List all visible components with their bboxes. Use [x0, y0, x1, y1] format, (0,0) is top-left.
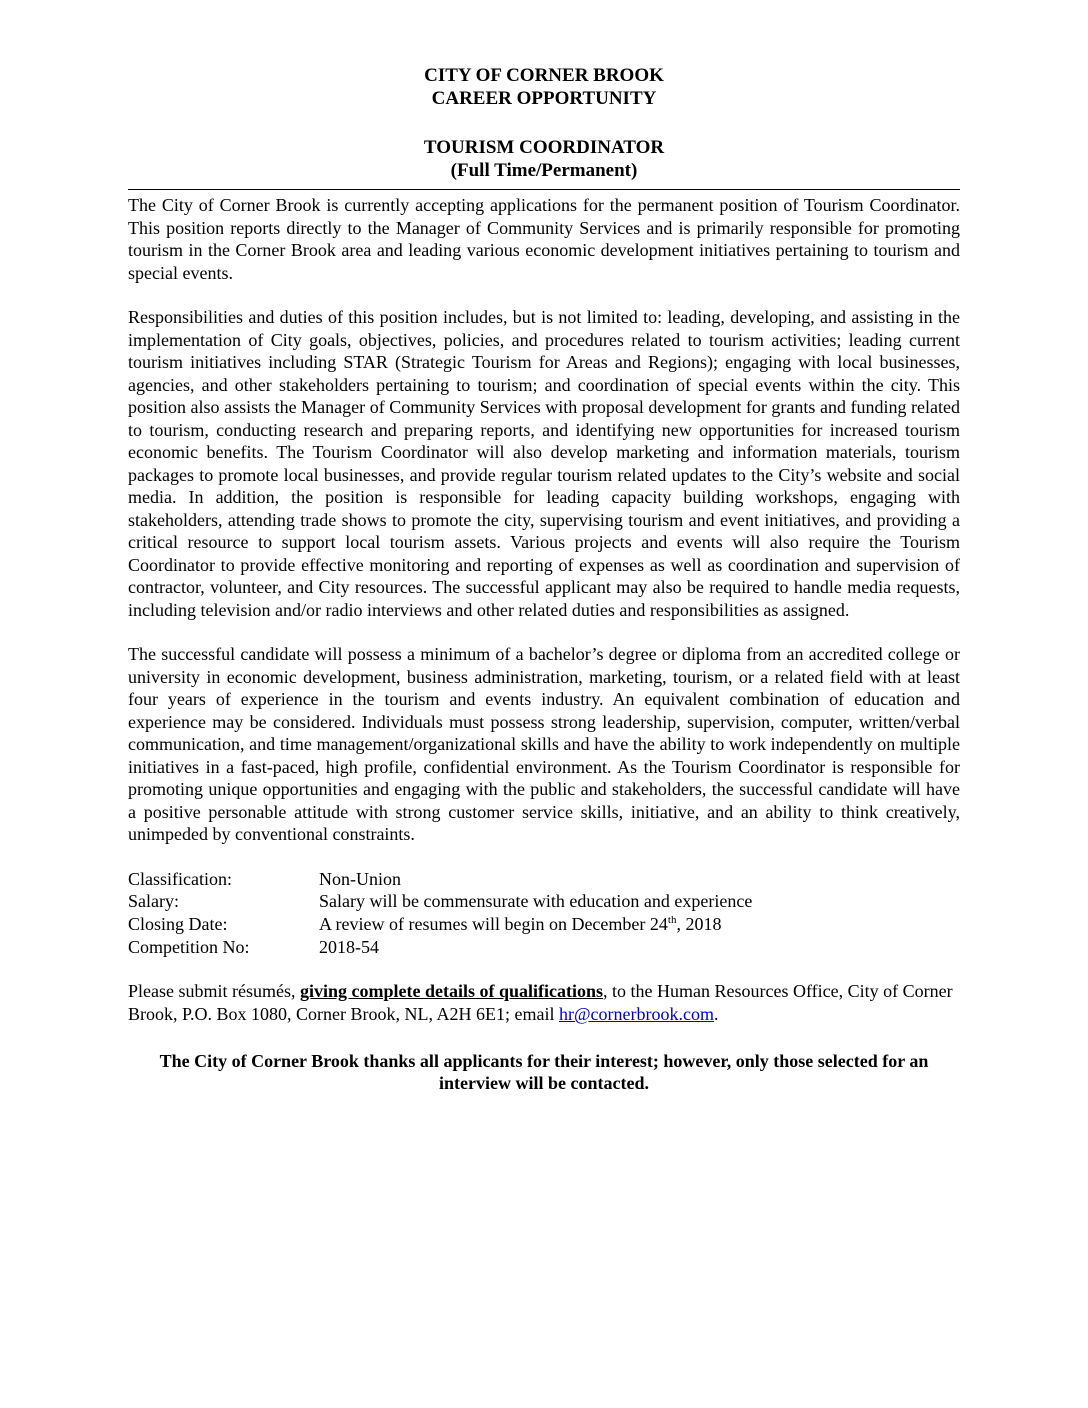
salary-row: [128, 890, 960, 913]
submit-text-middle: , to the Human Resources Office, City of Corner Brook, P.O. Box 1080, Corner Brook, NL, A2H 6E1; email: [128, 981, 953, 1025]
closing-date-row: [128, 913, 960, 936]
org-name: CITY OF CORNER BROOK: [424, 65, 664, 86]
classification-value: Non-Union: [319, 868, 401, 889]
closing-date-label: Closing Date:: [128, 913, 228, 934]
job-posting: [128, 64, 960, 1113]
submit-text-end: .: [714, 1004, 719, 1025]
salary-value: Salary will be commensurate with education and experience: [319, 891, 753, 912]
submit-text-start: Please submit résumés,: [128, 981, 300, 1002]
posting-header: [128, 64, 960, 182]
submit-emphasis: giving complete details of qualifications: [299, 981, 603, 1002]
position-status: (Full Time/Permanent): [450, 160, 638, 181]
posting-details: [128, 868, 960, 959]
header-spacer: [128, 110, 960, 136]
position-title: TOURISM COORDINATOR: [423, 137, 665, 158]
header-divider: [128, 189, 960, 190]
submission-instructions: [128, 980, 960, 1025]
closing-note: The City of Corner Brook thanks all applicants for their interest; however, only those selected for an interview will be contacted.: [159, 1050, 929, 1094]
competition-value: 2018-54: [319, 936, 379, 957]
qualifications-paragraph: The successful candidate will possess a minimum of a bachelor’s degree or diploma from an accredited college or university in economic development, business administration, marketing, tourism, or a related field with at least four years of experience in the tourism and events industry. An equivalent combination of education and experience may be considered. Individuals must possess strong leadership, supervision, computer, written/verbal communication, and time management/organizational skills and have the ability to work independently on multiple initiatives in a fast-paced, high profile, confidential environment. As the Tourism Coordinator is responsible for promoting unique opportunities and engaging with the public and stakeholders, the successful candidate will have a positive personable attitude with strong customer service skills, initiative, and an ability to think creatively, unimpeded by conventional constraints.: [128, 644, 960, 844]
email-link[interactable]: hr@cornerbrook.com: [558, 1004, 715, 1025]
intro-paragraph: The City of Corner Brook is currently accepting applications for the permanent position of Tourism Coordinator. This position reports directly to the Manager of Community Services and is primarily responsible for promoting tourism in the Corner Brook area and leading various economic development initiatives pertaining to tourism and special events.: [128, 195, 960, 283]
posting-type: CAREER OPPORTUNITY: [431, 88, 657, 109]
responsibilities-paragraph: Responsibilities and duties of this position includes, but is not limited to: leading, developing, and assisting in the implementation of City goals, objectives, policies, and procedures related to tourism activities; leading current tourism initiatives including STAR (Strategic Tourism for Areas and Regions); engaging with local businesses, agencies, and other stakeholders pertaining to tourism; and coordination of special events within the city. This position also assists the Manager of Community Services with proposal development for grants and funding related to tourism, conducting research and preparing reports, and identifying new opportunities for increased tourism economic benefits. The Tourism Coordinator will also develop marketing and information materials, tourism packages to promote local businesses, and provide regular tourism related updates to the City’s website and social media. In addition, the position is responsible for leading capacity building workshops, engaging with stakeholders, attending trade shows to promote the city, supervising tourism and event initiatives, and providing a critical resource to support local tourism assets. Various projects and events will also require the Tourism Coordinator to provide effective monitoring and reporting of expenses as well as coordination and supervision of contractor, volunteer, and City resources. The successful applicant may also be required to handle media requests, including television and/or radio interviews and other related duties and responsibilities as assigned.: [128, 307, 960, 620]
competition-row: [128, 936, 960, 959]
closing-date-year: , 2018: [676, 913, 722, 934]
closing-date-text: A review of resumes will begin on December 24: [319, 913, 668, 934]
salary-label: Salary:: [128, 891, 179, 912]
classification-label: Classification:: [128, 868, 232, 889]
classification-row: [128, 868, 960, 891]
competition-label: Competition No:: [128, 936, 250, 957]
closing-date-value: [319, 913, 960, 936]
closing-date-ordinal: th: [667, 913, 677, 926]
